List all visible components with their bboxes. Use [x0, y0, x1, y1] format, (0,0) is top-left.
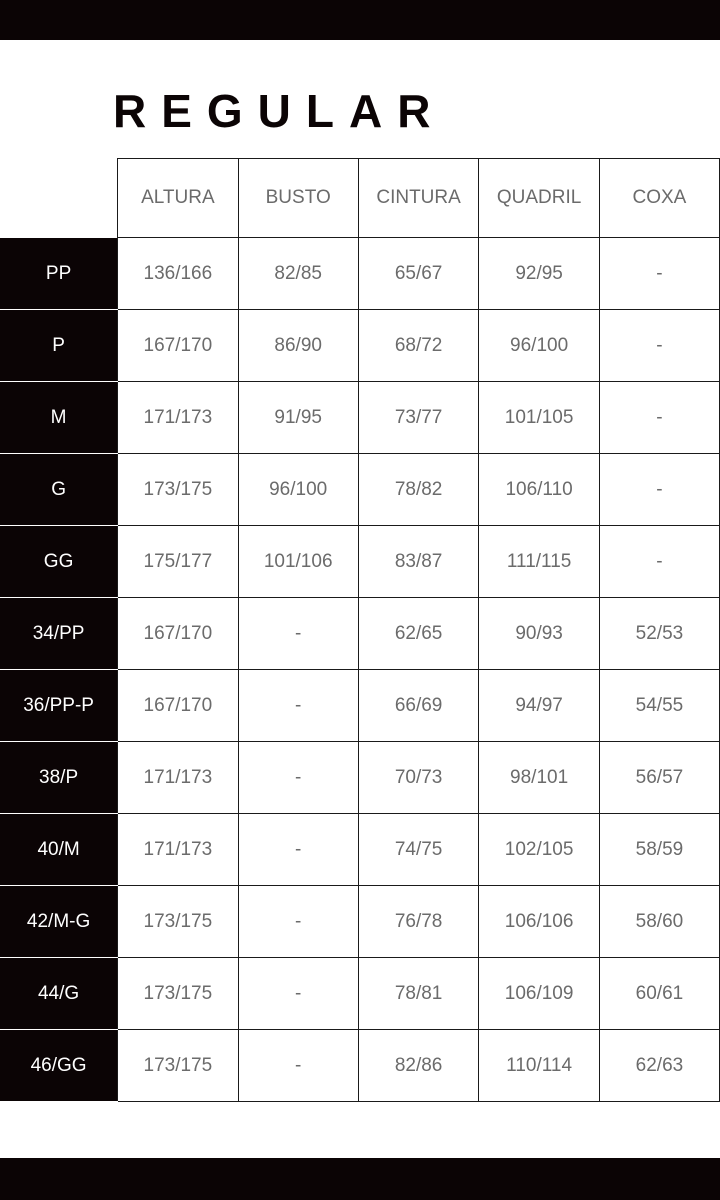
measurement-cell: 78/82	[358, 454, 479, 526]
measurement-cell: 58/60	[599, 886, 719, 958]
measurement-cell: -	[599, 526, 719, 598]
measurement-cell: -	[238, 958, 358, 1030]
measurement-cell: 70/73	[358, 742, 479, 814]
measurement-cell: 171/173	[118, 382, 238, 454]
measurement-cell: 173/175	[118, 958, 238, 1030]
top-bar	[0, 0, 720, 40]
table-row	[0, 382, 720, 454]
bottom-bar	[0, 1158, 720, 1200]
table-row	[0, 670, 720, 742]
measurement-cell: 74/75	[358, 814, 479, 886]
measurement-cell: 111/115	[479, 526, 600, 598]
size-chart-table	[0, 158, 720, 1102]
measurement-cell: 106/109	[479, 958, 600, 1030]
measurement-cell: -	[238, 670, 358, 742]
measurement-cell: 76/78	[358, 886, 479, 958]
measurement-cell: 62/65	[358, 598, 479, 670]
column-header-altura: ALTURA	[118, 159, 238, 238]
measurement-cell: 167/170	[118, 598, 238, 670]
size-label: 36/PP-P	[0, 670, 118, 742]
measurement-cell: -	[599, 310, 719, 382]
measurement-cell: -	[599, 238, 719, 310]
measurement-cell: 73/77	[358, 382, 479, 454]
size-label: PP	[0, 238, 118, 310]
measurement-cell: 136/166	[118, 238, 238, 310]
measurement-cell: -	[238, 814, 358, 886]
measurement-cell: 62/63	[599, 1030, 719, 1102]
measurement-cell: 101/106	[238, 526, 358, 598]
measurement-cell: 106/110	[479, 454, 600, 526]
measurement-cell: 167/170	[118, 670, 238, 742]
measurement-cell: 96/100	[238, 454, 358, 526]
table-row	[0, 886, 720, 958]
size-label: 34/PP	[0, 598, 118, 670]
measurement-cell: 83/87	[358, 526, 479, 598]
measurement-cell: 91/95	[238, 382, 358, 454]
measurement-cell: 56/57	[599, 742, 719, 814]
measurement-cell: -	[599, 382, 719, 454]
measurement-cell: 98/101	[479, 742, 600, 814]
size-label: 44/G	[0, 958, 118, 1030]
size-label: P	[0, 310, 118, 382]
column-header-coxa: COXA	[599, 159, 719, 238]
page-title: REGULAR	[113, 85, 446, 137]
measurement-cell: 52/53	[599, 598, 719, 670]
measurement-cell: 173/175	[118, 454, 238, 526]
table-row	[0, 598, 720, 670]
measurement-cell: 82/85	[238, 238, 358, 310]
measurement-cell: 90/93	[479, 598, 600, 670]
size-label: M	[0, 382, 118, 454]
measurement-cell: 173/175	[118, 886, 238, 958]
measurement-cell: 66/69	[358, 670, 479, 742]
measurement-cell: 175/177	[118, 526, 238, 598]
table-row	[0, 814, 720, 886]
measurement-cell: 60/61	[599, 958, 719, 1030]
header-row	[0, 159, 720, 238]
table-row	[0, 1030, 720, 1102]
measurement-cell: 68/72	[358, 310, 479, 382]
table-row	[0, 958, 720, 1030]
column-header-quadril: QUADRIL	[479, 159, 600, 238]
measurement-cell: 54/55	[599, 670, 719, 742]
measurement-cell: 94/97	[479, 670, 600, 742]
size-label: 46/GG	[0, 1030, 118, 1102]
size-label: 40/M	[0, 814, 118, 886]
measurement-cell: -	[238, 598, 358, 670]
measurement-cell: 78/81	[358, 958, 479, 1030]
size-label: G	[0, 454, 118, 526]
measurement-cell: 101/105	[479, 382, 600, 454]
measurement-cell: 58/59	[599, 814, 719, 886]
size-label: 42/M-G	[0, 886, 118, 958]
size-label: 38/P	[0, 742, 118, 814]
corner-cell	[0, 159, 118, 238]
measurement-cell: 86/90	[238, 310, 358, 382]
column-header-busto: BUSTO	[238, 159, 358, 238]
column-header-cintura: CINTURA	[358, 159, 479, 238]
measurement-cell: 167/170	[118, 310, 238, 382]
measurement-cell: 173/175	[118, 1030, 238, 1102]
measurement-cell: -	[238, 1030, 358, 1102]
measurement-cell: 110/114	[479, 1030, 600, 1102]
table-row	[0, 526, 720, 598]
measurement-cell: -	[599, 454, 719, 526]
table-row	[0, 310, 720, 382]
measurement-cell: 102/105	[479, 814, 600, 886]
measurement-cell: -	[238, 886, 358, 958]
table-row	[0, 742, 720, 814]
measurement-cell: 171/173	[118, 814, 238, 886]
measurement-cell: 106/106	[479, 886, 600, 958]
measurement-cell: 82/86	[358, 1030, 479, 1102]
measurement-cell: -	[238, 742, 358, 814]
size-label: GG	[0, 526, 118, 598]
table-row	[0, 238, 720, 310]
measurement-cell: 96/100	[479, 310, 600, 382]
measurement-cell: 65/67	[358, 238, 479, 310]
measurement-cell: 171/173	[118, 742, 238, 814]
measurement-cell: 92/95	[479, 238, 600, 310]
table-row	[0, 454, 720, 526]
